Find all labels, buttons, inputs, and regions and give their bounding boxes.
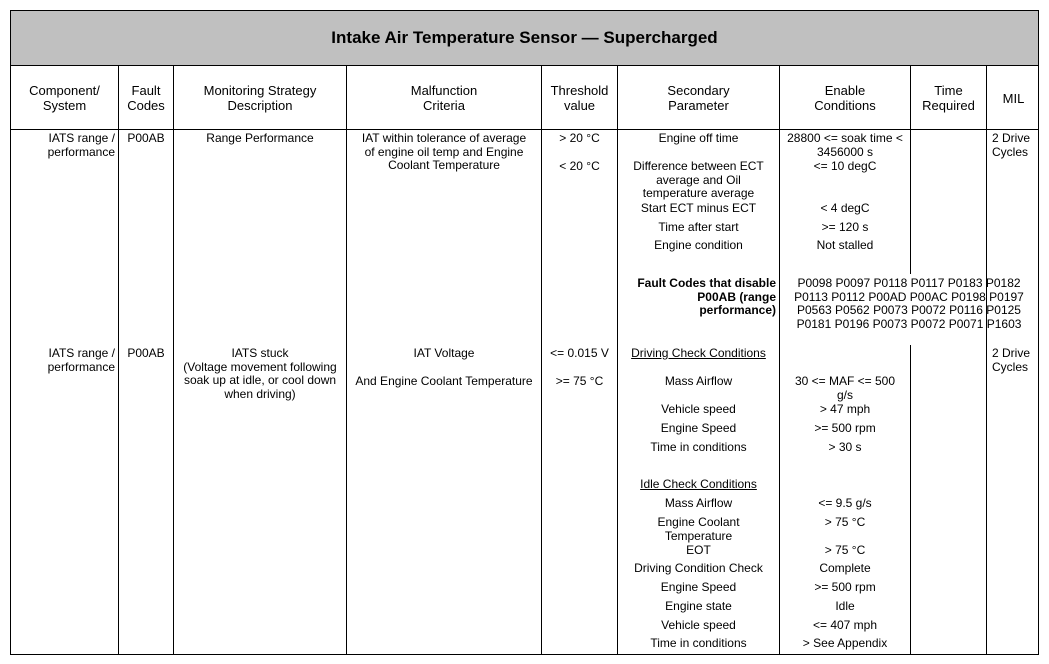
row2-malfunction-2: And Engine Coolant Temperature <box>355 374 533 388</box>
idle-check-heading: Idle Check Conditions <box>640 477 757 491</box>
row1-threshold-1: > 20 °C <box>559 131 600 145</box>
header-enable: Enable Conditions <box>814 83 876 113</box>
header-malfunction: Malfunction Criteria <box>410 83 478 113</box>
header-threshold: Threshold value <box>550 83 609 113</box>
row1-enable: < 4 degC <box>820 201 870 215</box>
row1-malfunction: IAT within tolerance of average of engine oil temp and Engine Coolant Temperature <box>361 131 527 172</box>
row2-malfunction-1: IAT Voltage <box>413 346 475 360</box>
row1-enable: Not stalled <box>816 238 874 252</box>
header-component: Component/ System <box>29 83 100 113</box>
col-divider <box>910 345 911 655</box>
row2-idle-enable: Idle <box>835 599 855 613</box>
row2-driving-enable: > 30 s <box>828 440 862 454</box>
header-time: Time Required <box>922 83 975 113</box>
row1-enable: <= 10 degC <box>813 159 877 173</box>
row2-driving-param: Time in conditions <box>650 440 747 454</box>
row2-driving-param: Vehicle speed <box>661 402 736 416</box>
col-divider <box>986 66 987 655</box>
row1-enable: >= 120 s <box>821 220 869 234</box>
row2-idle-enable: <= 407 mph <box>812 618 878 632</box>
row2-idle-enable: Complete <box>819 561 871 575</box>
row1-param: Time after start <box>658 220 739 234</box>
row1-mil: 2 Drive Cycles <box>992 131 1031 159</box>
row1-param: Engine condition <box>654 238 743 252</box>
row2-idle-param: Engine Coolant Temperature <box>657 515 740 543</box>
row2-fault-code: P00AB <box>127 346 165 360</box>
row2-idle-param: Engine state <box>665 599 732 613</box>
row2-idle-param: EOT <box>686 543 711 557</box>
row2-driving-enable: 30 <= MAF <= 500 g/s <box>794 374 896 402</box>
row1-enable: 28800 <= soak time < 3456000 s <box>787 131 903 159</box>
row2-mil: 2 Drive Cycles <box>992 346 1031 374</box>
table-title: Intake Air Temperature Sensor — Supercharged <box>11 11 1038 66</box>
header-divider <box>11 129 1038 130</box>
row2-threshold-2: >= 75 °C <box>555 374 604 388</box>
header-fault-codes: Fault Codes <box>127 83 165 113</box>
row1-disable-label: Fault Codes that disable P00AB (range performance) <box>637 276 776 317</box>
row2-driving-param: Engine Speed <box>660 421 737 435</box>
row2-driving-enable: >= 500 rpm <box>814 421 876 435</box>
row2-idle-param: Mass Airflow <box>664 496 733 510</box>
table-frame <box>10 10 1039 655</box>
header-secondary: Secondary Parameter <box>667 83 730 113</box>
row1-param: Engine off time <box>658 131 739 145</box>
row2-strategy: IATS stuck (Voltage movement following soak up at idle, or cool down when driving) <box>183 346 337 401</box>
row2-idle-enable: > See Appendix <box>802 636 888 650</box>
row2-idle-param: Engine Speed <box>660 580 737 594</box>
row2-driving-param: Mass Airflow <box>664 374 733 388</box>
row1-param: Difference between ECT average and Oil temperature average <box>633 159 764 200</box>
row1-threshold-2: < 20 °C <box>559 159 600 173</box>
row2-idle-enable: > 75 °C <box>824 515 866 529</box>
header-mil: MIL <box>1002 90 1025 106</box>
row2-driving-enable: > 47 mph <box>819 402 871 416</box>
col-divider <box>541 66 542 655</box>
row2-idle-param: Time in conditions <box>650 636 747 650</box>
row1-disable-codes: P0098 P0097 P0118 P0117 P0183 P0182 P0113 P0112 P00AD P00AC P0198 P0197 P0563 P0562 P0073 P0072 P0116 P0125 P0181 P0196 P0073 P0072 P0071 P1603 <box>794 276 1024 331</box>
row1-fault-code: P00AB <box>127 131 165 145</box>
row2-idle-enable: <= 9.5 g/s <box>818 496 872 510</box>
row2-component: IATS range / performance <box>47 346 115 374</box>
header-strategy: Monitoring Strategy Description <box>203 83 317 113</box>
row1-strategy: Range Performance <box>206 131 314 145</box>
row2-idle-enable: > 75 °C <box>824 543 866 557</box>
row2-threshold-1: <= 0.015 V <box>550 346 609 360</box>
col-divider <box>118 66 119 655</box>
row2-idle-enable: >= 500 rpm <box>814 580 876 594</box>
driving-check-heading: Driving Check Conditions <box>631 346 766 360</box>
row1-component: IATS range / performance <box>47 131 115 159</box>
row2-idle-param: Vehicle speed <box>661 618 736 632</box>
row1-param: Start ECT minus ECT <box>640 201 757 215</box>
row2-idle-param: Driving Condition Check <box>634 561 763 575</box>
